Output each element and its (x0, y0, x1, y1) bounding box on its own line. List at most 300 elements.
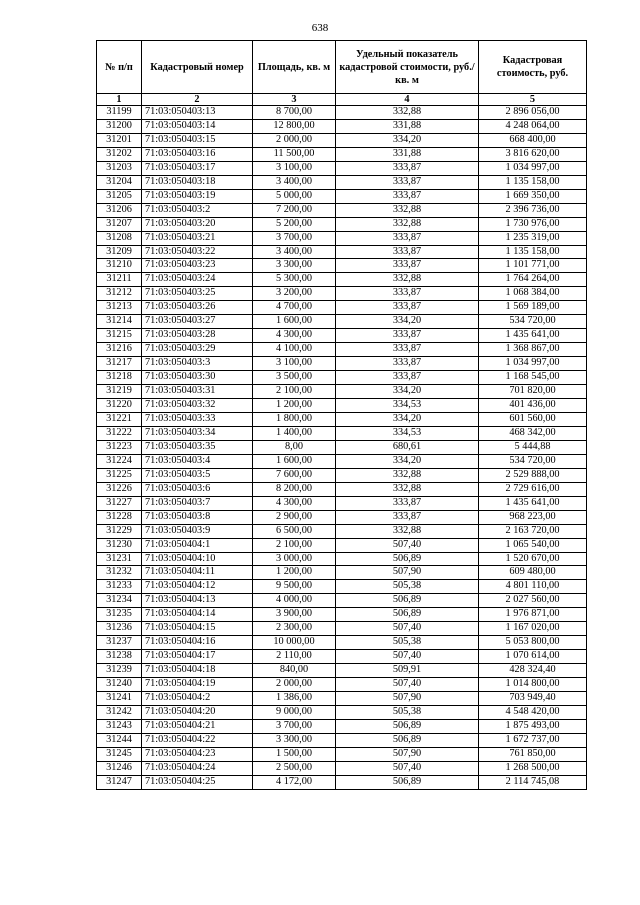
cell-area: 3 100,00 (253, 357, 336, 371)
cell-unit-value: 506,89 (336, 552, 479, 566)
cell-cadastral-value: 1 034 997,00 (479, 357, 587, 371)
cell-area: 1 200,00 (253, 566, 336, 580)
cell-cadastral-value: 1 976 871,00 (479, 608, 587, 622)
cell-unit-value: 505,38 (336, 580, 479, 594)
cell-unit-value: 507,90 (336, 566, 479, 580)
table-row (97, 552, 587, 566)
header-cadastral-value: Кадастровая стоимость, руб. (479, 41, 587, 94)
table-row (97, 678, 587, 692)
cell-cadastral-value: 2 163 720,00 (479, 524, 587, 538)
cell-index: 31207 (97, 217, 142, 231)
cell-index: 31227 (97, 496, 142, 510)
column-number: 3 (253, 94, 336, 106)
cell-area: 1 500,00 (253, 747, 336, 761)
cell-area: 4 100,00 (253, 343, 336, 357)
cell-area: 1 600,00 (253, 315, 336, 329)
cell-area: 4 172,00 (253, 775, 336, 789)
cell-area: 2 500,00 (253, 761, 336, 775)
table-row (97, 566, 587, 580)
table-row (97, 329, 587, 343)
table-row (97, 371, 587, 385)
table-row (97, 161, 587, 175)
cell-index: 31244 (97, 733, 142, 747)
cell-cadastral-number: 71:03:050403:7 (142, 496, 253, 510)
table-row (97, 399, 587, 413)
cell-unit-value: 333,87 (336, 231, 479, 245)
table-row (97, 608, 587, 622)
cell-area: 4 000,00 (253, 594, 336, 608)
table-row (97, 147, 587, 161)
cell-cadastral-number: 71:03:050403:14 (142, 119, 253, 133)
cell-area: 3 300,00 (253, 733, 336, 747)
table-row (97, 133, 587, 147)
cell-unit-value: 333,87 (336, 343, 479, 357)
cell-area: 8,00 (253, 440, 336, 454)
cell-cadastral-value: 1 520 670,00 (479, 552, 587, 566)
table-row (97, 440, 587, 454)
cell-cadastral-number: 71:03:050403:13 (142, 106, 253, 120)
cell-cadastral-value: 428 324,40 (479, 664, 587, 678)
cell-cadastral-value: 668 400,00 (479, 133, 587, 147)
cell-unit-value: 333,87 (336, 301, 479, 315)
cell-unit-value: 332,88 (336, 468, 479, 482)
cell-index: 31246 (97, 761, 142, 775)
cell-index: 31233 (97, 580, 142, 594)
table-row (97, 733, 587, 747)
table-row (97, 203, 587, 217)
cell-area: 3 700,00 (253, 719, 336, 733)
cell-index: 31205 (97, 189, 142, 203)
cell-cadastral-number: 71:03:050403:31 (142, 385, 253, 399)
cell-cadastral-value: 1 569 189,00 (479, 301, 587, 315)
cell-unit-value: 334,53 (336, 399, 479, 413)
cell-cadastral-number: 71:03:050403:18 (142, 175, 253, 189)
cell-area: 1 400,00 (253, 426, 336, 440)
cell-area: 4 300,00 (253, 329, 336, 343)
cell-index: 31229 (97, 524, 142, 538)
cell-cadastral-number: 71:03:050404:15 (142, 622, 253, 636)
cell-cadastral-value: 1 014 800,00 (479, 678, 587, 692)
cell-area: 3 900,00 (253, 608, 336, 622)
cell-index: 31225 (97, 468, 142, 482)
cell-cadastral-number: 71:03:050403:20 (142, 217, 253, 231)
cell-cadastral-number: 71:03:050403:8 (142, 510, 253, 524)
cell-index: 31209 (97, 245, 142, 259)
cell-cadastral-value: 2 114 745,08 (479, 775, 587, 789)
cell-unit-value: 333,87 (336, 259, 479, 273)
cell-area: 2 100,00 (253, 538, 336, 552)
cell-index: 31224 (97, 454, 142, 468)
cell-unit-value: 331,88 (336, 147, 479, 161)
cell-cadastral-number: 71:03:050403:25 (142, 287, 253, 301)
cell-unit-value: 505,38 (336, 636, 479, 650)
cell-index: 31245 (97, 747, 142, 761)
cell-cadastral-number: 71:03:050403:33 (142, 412, 253, 426)
cell-cadastral-number: 71:03:050403:29 (142, 343, 253, 357)
cell-unit-value: 334,20 (336, 412, 479, 426)
cell-cadastral-value: 1 875 493,00 (479, 719, 587, 733)
cell-unit-value: 333,87 (336, 287, 479, 301)
cell-area: 1 800,00 (253, 412, 336, 426)
table-row (97, 594, 587, 608)
cell-unit-value: 334,20 (336, 385, 479, 399)
cell-index: 31216 (97, 343, 142, 357)
cell-area: 10 000,00 (253, 636, 336, 650)
cell-area: 2 000,00 (253, 133, 336, 147)
cell-area: 5 000,00 (253, 189, 336, 203)
cell-cadastral-number: 71:03:050403:22 (142, 245, 253, 259)
cell-area: 6 500,00 (253, 524, 336, 538)
table-row (97, 175, 587, 189)
cell-area: 11 500,00 (253, 147, 336, 161)
cell-index: 31211 (97, 273, 142, 287)
cell-cadastral-value: 5 053 800,00 (479, 636, 587, 650)
table-row (97, 287, 587, 301)
table-row (97, 775, 587, 789)
cell-cadastral-number: 71:03:050404:25 (142, 775, 253, 789)
cell-cadastral-value: 4 248 064,00 (479, 119, 587, 133)
cell-area: 840,00 (253, 664, 336, 678)
cell-index: 31199 (97, 106, 142, 120)
table-row (97, 510, 587, 524)
cell-area: 3 200,00 (253, 287, 336, 301)
cell-unit-value: 507,90 (336, 692, 479, 706)
table-row (97, 273, 587, 287)
cell-cadastral-number: 71:03:050404:18 (142, 664, 253, 678)
table-row (97, 259, 587, 273)
cell-index: 31223 (97, 440, 142, 454)
cell-cadastral-value: 1 435 641,00 (479, 329, 587, 343)
cell-cadastral-value: 761 850,00 (479, 747, 587, 761)
cell-cadastral-value: 1 167 020,00 (479, 622, 587, 636)
table-row (97, 761, 587, 775)
table-row (97, 622, 587, 636)
cell-cadastral-number: 71:03:050404:13 (142, 594, 253, 608)
cell-cadastral-value: 701 820,00 (479, 385, 587, 399)
cell-cadastral-value: 2 729 616,00 (479, 482, 587, 496)
cell-cadastral-number: 71:03:050404:10 (142, 552, 253, 566)
cell-index: 31222 (97, 426, 142, 440)
cell-cadastral-value: 1 068 384,00 (479, 287, 587, 301)
cell-unit-value: 507,40 (336, 678, 479, 692)
cell-cadastral-number: 71:03:050404:19 (142, 678, 253, 692)
cell-unit-value: 332,88 (336, 524, 479, 538)
cell-cadastral-number: 71:03:050403:17 (142, 161, 253, 175)
cell-unit-value: 333,87 (336, 245, 479, 259)
column-number: 5 (479, 94, 587, 106)
table-row (97, 705, 587, 719)
cell-unit-value: 332,88 (336, 203, 479, 217)
cell-index: 31242 (97, 705, 142, 719)
cell-cadastral-value: 2 529 888,00 (479, 468, 587, 482)
table-body (97, 106, 587, 790)
table-row (97, 636, 587, 650)
cell-index: 31228 (97, 510, 142, 524)
cell-cadastral-value: 2 896 056,00 (479, 106, 587, 120)
table-row (97, 217, 587, 231)
cell-unit-value: 334,20 (336, 133, 479, 147)
cell-area: 2 000,00 (253, 678, 336, 692)
cell-index: 31232 (97, 566, 142, 580)
cell-cadastral-value: 601 560,00 (479, 412, 587, 426)
cell-unit-value: 334,20 (336, 315, 479, 329)
cell-cadastral-number: 71:03:050403:9 (142, 524, 253, 538)
cell-cadastral-value: 1 168 545,00 (479, 371, 587, 385)
cell-index: 31240 (97, 678, 142, 692)
cell-index: 31219 (97, 385, 142, 399)
cell-cadastral-number: 71:03:050404:11 (142, 566, 253, 580)
cell-index: 31202 (97, 147, 142, 161)
cell-cadastral-value: 1 034 997,00 (479, 161, 587, 175)
cell-area: 3 700,00 (253, 231, 336, 245)
cell-cadastral-number: 71:03:050404:21 (142, 719, 253, 733)
cell-unit-value: 333,87 (336, 357, 479, 371)
table-header-row (97, 41, 587, 94)
cell-cadastral-number: 71:03:050403:16 (142, 147, 253, 161)
table-row (97, 650, 587, 664)
cell-index: 31210 (97, 259, 142, 273)
cell-area: 2 300,00 (253, 622, 336, 636)
table-column-numbers-row (97, 94, 587, 106)
cell-unit-value: 505,38 (336, 705, 479, 719)
cell-cadastral-value: 2 027 560,00 (479, 594, 587, 608)
cell-index: 31243 (97, 719, 142, 733)
cell-index: 31204 (97, 175, 142, 189)
cell-cadastral-value: 1 672 737,00 (479, 733, 587, 747)
cell-area: 12 800,00 (253, 119, 336, 133)
table-row (97, 189, 587, 203)
cell-index: 31208 (97, 231, 142, 245)
table-row (97, 692, 587, 706)
cell-unit-value: 507,90 (336, 747, 479, 761)
cell-index: 31218 (97, 371, 142, 385)
cell-cadastral-number: 71:03:050403:4 (142, 454, 253, 468)
table-row (97, 106, 587, 120)
cadastral-table (96, 40, 587, 790)
cell-unit-value: 509,91 (336, 664, 479, 678)
cell-area: 8 700,00 (253, 106, 336, 120)
cell-unit-value: 334,20 (336, 454, 479, 468)
cell-cadastral-value: 468 342,00 (479, 426, 587, 440)
cell-cadastral-number: 71:03:050404:12 (142, 580, 253, 594)
cell-area: 3 500,00 (253, 371, 336, 385)
cell-cadastral-number: 71:03:050404:23 (142, 747, 253, 761)
cell-area: 8 200,00 (253, 482, 336, 496)
cell-unit-value: 332,88 (336, 217, 479, 231)
cell-cadastral-value: 703 949,40 (479, 692, 587, 706)
cell-cadastral-number: 71:03:050403:19 (142, 189, 253, 203)
cell-area: 7 200,00 (253, 203, 336, 217)
cell-cadastral-number: 71:03:050403:34 (142, 426, 253, 440)
cell-area: 3 100,00 (253, 161, 336, 175)
cell-unit-value: 507,40 (336, 622, 479, 636)
cell-cadastral-value: 3 816 620,00 (479, 147, 587, 161)
cell-cadastral-value: 1 669 350,00 (479, 189, 587, 203)
cell-area: 3 000,00 (253, 552, 336, 566)
cell-index: 31234 (97, 594, 142, 608)
cell-area: 9 500,00 (253, 580, 336, 594)
cell-cadastral-number: 71:03:050403:27 (142, 315, 253, 329)
cell-area: 3 400,00 (253, 175, 336, 189)
cell-cadastral-number: 71:03:050403:15 (142, 133, 253, 147)
cell-unit-value: 332,88 (336, 482, 479, 496)
cell-index: 31206 (97, 203, 142, 217)
cell-cadastral-number: 71:03:050403:28 (142, 329, 253, 343)
cell-unit-value: 333,87 (336, 371, 479, 385)
cell-cadastral-value: 1 070 614,00 (479, 650, 587, 664)
cell-area: 9 000,00 (253, 705, 336, 719)
cell-area: 7 600,00 (253, 468, 336, 482)
cell-cadastral-number: 71:03:050403:5 (142, 468, 253, 482)
cell-cadastral-value: 2 396 736,00 (479, 203, 587, 217)
cell-cadastral-number: 71:03:050404:16 (142, 636, 253, 650)
table-row (97, 468, 587, 482)
table-row (97, 426, 587, 440)
cell-area: 4 700,00 (253, 301, 336, 315)
cell-cadastral-number: 71:03:050404:2 (142, 692, 253, 706)
cell-unit-value: 680,61 (336, 440, 479, 454)
cell-index: 31231 (97, 552, 142, 566)
table-row (97, 747, 587, 761)
table-row (97, 231, 587, 245)
cell-cadastral-value: 1 065 540,00 (479, 538, 587, 552)
cell-cadastral-number: 71:03:050403:6 (142, 482, 253, 496)
table-row (97, 315, 587, 329)
cell-cadastral-number: 71:03:050404:1 (142, 538, 253, 552)
cell-cadastral-value: 1 435 641,00 (479, 496, 587, 510)
cell-area: 3 400,00 (253, 245, 336, 259)
page-number: 638 (311, 22, 329, 34)
table-row (97, 482, 587, 496)
cell-unit-value: 333,87 (336, 189, 479, 203)
header-unit-value: Удельный показатель кадастровой стоимости, руб./кв. м (336, 41, 479, 94)
cell-cadastral-value: 401 436,00 (479, 399, 587, 413)
cell-index: 31237 (97, 636, 142, 650)
cell-area: 1 600,00 (253, 454, 336, 468)
cell-unit-value: 507,40 (336, 538, 479, 552)
cell-index: 31236 (97, 622, 142, 636)
table-row (97, 538, 587, 552)
cell-cadastral-value: 1 268 500,00 (479, 761, 587, 775)
table-row (97, 301, 587, 315)
cell-cadastral-value: 4 548 420,00 (479, 705, 587, 719)
cell-area: 1 200,00 (253, 399, 336, 413)
cell-unit-value: 334,53 (336, 426, 479, 440)
cell-index: 31235 (97, 608, 142, 622)
cell-cadastral-number: 71:03:050404:24 (142, 761, 253, 775)
cell-cadastral-value: 1 135 158,00 (479, 245, 587, 259)
table-row (97, 119, 587, 133)
cell-cadastral-number: 71:03:050404:17 (142, 650, 253, 664)
cell-cadastral-value: 5 444,88 (479, 440, 587, 454)
cell-cadastral-value: 1 730 976,00 (479, 217, 587, 231)
cell-index: 31226 (97, 482, 142, 496)
cell-cadastral-number: 71:03:050403:32 (142, 399, 253, 413)
cell-area: 3 300,00 (253, 259, 336, 273)
cell-cadastral-number: 71:03:050403:21 (142, 231, 253, 245)
table-row (97, 664, 587, 678)
cell-cadastral-value: 1 368 867,00 (479, 343, 587, 357)
cell-area: 5 300,00 (253, 273, 336, 287)
table-row (97, 719, 587, 733)
table-row (97, 385, 587, 399)
cell-cadastral-number: 71:03:050403:2 (142, 203, 253, 217)
cell-cadastral-value: 534 720,00 (479, 315, 587, 329)
cell-index: 31239 (97, 664, 142, 678)
header-area: Площадь, кв. м (253, 41, 336, 94)
cell-cadastral-number: 71:03:050404:20 (142, 705, 253, 719)
cell-cadastral-value: 968 223,00 (479, 510, 587, 524)
cell-index: 31221 (97, 412, 142, 426)
cell-cadastral-value: 1 764 264,00 (479, 273, 587, 287)
column-number: 4 (336, 94, 479, 106)
table-row (97, 524, 587, 538)
cell-area: 2 100,00 (253, 385, 336, 399)
cell-index: 31201 (97, 133, 142, 147)
cell-unit-value: 507,40 (336, 650, 479, 664)
cell-cadastral-value: 534 720,00 (479, 454, 587, 468)
cell-area: 2 900,00 (253, 510, 336, 524)
cell-cadastral-number: 71:03:050403:3 (142, 357, 253, 371)
cell-area: 5 200,00 (253, 217, 336, 231)
cell-index: 31217 (97, 357, 142, 371)
cell-cadastral-number: 71:03:050403:30 (142, 371, 253, 385)
cell-area: 2 110,00 (253, 650, 336, 664)
cell-unit-value: 506,89 (336, 608, 479, 622)
table-row (97, 343, 587, 357)
table-row (97, 412, 587, 426)
cell-cadastral-number: 71:03:050404:22 (142, 733, 253, 747)
cell-cadastral-number: 71:03:050404:14 (142, 608, 253, 622)
cell-cadastral-number: 71:03:050403:26 (142, 301, 253, 315)
cell-index: 31200 (97, 119, 142, 133)
cell-index: 31230 (97, 538, 142, 552)
cell-unit-value: 331,88 (336, 119, 479, 133)
cell-cadastral-number: 71:03:050403:35 (142, 440, 253, 454)
cell-unit-value: 332,88 (336, 273, 479, 287)
cell-index: 31213 (97, 301, 142, 315)
cell-unit-value: 506,89 (336, 775, 479, 789)
cell-unit-value: 506,89 (336, 733, 479, 747)
cell-area: 4 300,00 (253, 496, 336, 510)
cell-unit-value: 507,40 (336, 761, 479, 775)
cell-index: 31203 (97, 161, 142, 175)
cell-unit-value: 332,88 (336, 106, 479, 120)
cell-unit-value: 333,87 (336, 510, 479, 524)
cell-index: 31220 (97, 399, 142, 413)
header-cadastral-number: Кадастровый номер (142, 41, 253, 94)
table-row (97, 454, 587, 468)
header-index: № п/п (97, 41, 142, 94)
cell-index: 31214 (97, 315, 142, 329)
cell-unit-value: 333,87 (336, 161, 479, 175)
column-number: 2 (142, 94, 253, 106)
cell-cadastral-value: 1 235 319,00 (479, 231, 587, 245)
column-number: 1 (97, 94, 142, 106)
cell-cadastral-value: 609 480,00 (479, 566, 587, 580)
table-row (97, 580, 587, 594)
cell-cadastral-value: 1 101 771,00 (479, 259, 587, 273)
table-row (97, 496, 587, 510)
cell-unit-value: 333,87 (336, 329, 479, 343)
table-row (97, 245, 587, 259)
cell-unit-value: 333,87 (336, 496, 479, 510)
cell-area: 1 386,00 (253, 692, 336, 706)
cell-cadastral-value: 1 135 158,00 (479, 175, 587, 189)
cell-unit-value: 333,87 (336, 175, 479, 189)
cell-unit-value: 506,89 (336, 594, 479, 608)
cell-index: 31241 (97, 692, 142, 706)
